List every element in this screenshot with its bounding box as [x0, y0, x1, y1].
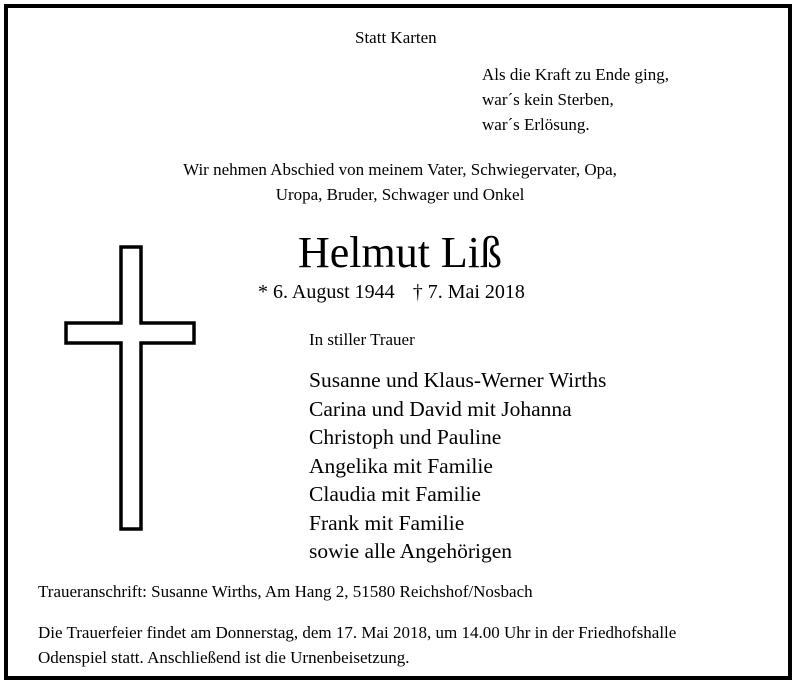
death-date: † 7. Mai 2018 [412, 281, 525, 303]
mourning-heading: In stiller Trauer [309, 330, 415, 349]
cross-icon [64, 245, 196, 531]
poem-line: war´s Erlösung. [482, 115, 590, 134]
statt-karten-label: Statt Karten [355, 28, 437, 47]
mourning-address: Traueranschrift: Susanne Wirths, Am Hang 2, 51580 Reichshof/Nosbach [38, 582, 533, 601]
intro-line: Uropa, Bruder, Schwager und Onkel [275, 185, 525, 204]
farewell-intro [0, 157, 800, 207]
poem [482, 62, 669, 137]
list-item: Susanne und Klaus-Werner Wirths [309, 368, 607, 392]
life-dates [258, 281, 525, 304]
deceased-name: Helmut Liß [297, 228, 503, 277]
mourners-list [309, 366, 606, 566]
poem-line: war´s kein Sterben, [482, 90, 614, 109]
ceremony-line: Die Trauerfeier findet am Donnerstag, dem 17. Mai 2018, um 14.00 Uhr in der Friedhofshalle [38, 623, 677, 642]
intro-line: Wir nehmen Abschied von meinem Vater, Schwiegervater, Opa, [183, 160, 617, 179]
list-item: Carina und David mit Johanna [309, 396, 572, 421]
list-item: Angelika mit Familie [309, 453, 493, 478]
ceremony-info [38, 620, 676, 670]
birth-date: * 6. August 1944 [258, 281, 395, 303]
ceremony-line: Odenspiel statt. Anschließend ist die Urnenbeisetzung. [38, 648, 410, 667]
poem-line: Als die Kraft zu Ende ging, [482, 65, 669, 84]
list-item: Frank mit Familie [309, 510, 465, 535]
list-item: Claudia mit Familie [309, 482, 481, 506]
list-item: Christoph und Pauline [309, 425, 502, 449]
list-item: sowie alle Angehörigen [309, 539, 513, 563]
